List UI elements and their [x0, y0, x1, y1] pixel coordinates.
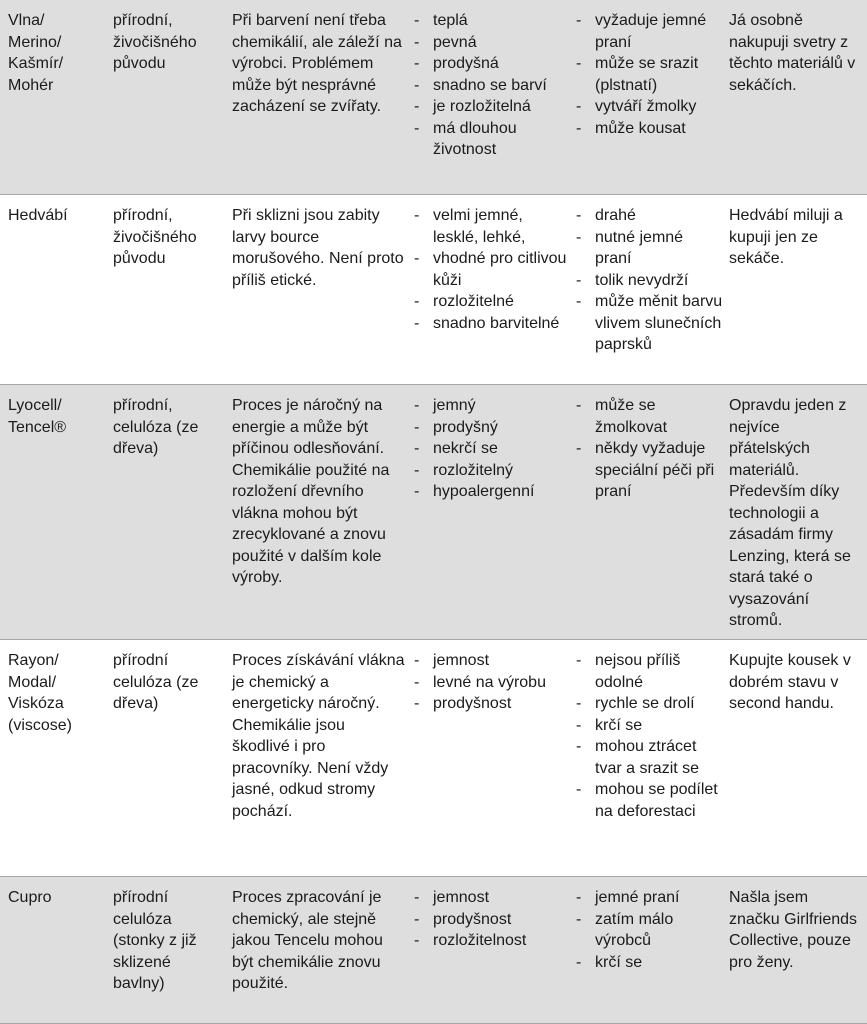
list-item: - nutné jemné praní	[573, 227, 723, 270]
pros-list	[411, 887, 571, 952]
process-description: Při sklizni jsou zabity larvy bource morušového. Není proto příliš etické.	[232, 207, 404, 289]
list-item: - mohou ztrácet tvar a srazit se	[573, 736, 723, 779]
list-item: - má dlouhou životnost	[411, 118, 571, 161]
list-item: - prodyšnost	[411, 693, 571, 715]
list-item: - prodyšný	[411, 417, 571, 439]
list-item: - drahé	[573, 205, 723, 227]
process-description: Proces zpracování je chemický, ale stejně jakou Tencelu mohou být chemikálie znovu použité.	[232, 889, 383, 992]
list-item: - jemnost	[411, 887, 571, 909]
cons-list	[573, 10, 723, 139]
material-name: Vlna/ Merino/ Kašmír/ Mohér	[8, 12, 64, 94]
list-item: - vhodné pro citlivou kůži	[411, 248, 571, 291]
list-item: - snadno se barví	[411, 75, 571, 97]
personal-note: Opravdu jeden z nejvíce přátelských materiálů. Především díky technologii a zásadám firmy Lenzing, která se stará také o vysazování stromů.	[729, 397, 851, 629]
material-origin: přírodní celulóza (stonky z již sklizené bavlny)	[113, 889, 197, 992]
material-name: Lyocell/ Tencel®	[8, 397, 67, 436]
list-item: - tolik nevydrží	[573, 270, 723, 292]
list-item: - rychle se drolí	[573, 693, 723, 715]
list-item: - levné na výrobu	[411, 672, 571, 694]
material-origin: přírodní, živočišného původu	[113, 207, 197, 267]
material-name: Cupro	[8, 889, 52, 906]
personal-note: Kupujte kousek v dobrém stavu v second handu.	[729, 652, 851, 712]
list-item: - snadno barvitelné	[411, 313, 571, 335]
list-item: - krčí se	[573, 952, 723, 974]
list-item: - hypoalergenní	[411, 481, 571, 503]
list-item: - velmi jemné, lesklé, lehké,	[411, 205, 571, 248]
list-item: - může kousat	[573, 118, 723, 140]
material-name: Hedvábí	[8, 207, 68, 224]
pros-list	[411, 650, 571, 715]
process-description: Proces je náročný na energie a může být příčinou odlesňování. Chemikálie použité na rozložení dřevního vlákna mohou být zrecyklované a znovu použité v dalším kole výroby.	[232, 397, 390, 586]
table-row	[0, 877, 867, 1024]
process-description: Proces získávání vlákna je chemický a energeticky náročný. Chemikálie jsou škodlivé i pro pracovníky. Není vždy jasné, odkud stromy pochází.	[232, 652, 405, 820]
cons-list	[573, 395, 723, 503]
list-item: - jemný	[411, 395, 571, 417]
process-description: Při barvení není třeba chemikálií, ale záleží na výrobci. Problémem může být nesprávné zacházení se zvířaty.	[232, 12, 402, 115]
material-origin: přírodní celulóza (ze dřeva)	[113, 652, 199, 712]
cons-list	[573, 205, 723, 356]
list-item: - teplá	[411, 10, 571, 32]
table-row	[0, 640, 867, 877]
list-item: - pevná	[411, 32, 571, 54]
list-item: - vytváří žmolky	[573, 96, 723, 118]
list-item: - mohou se podílet na deforestaci	[573, 779, 723, 822]
material-name: Rayon/ Modal/ Viskóza (viscose)	[8, 652, 73, 734]
personal-note: Já osobně nakupuji svetry z těchto materiálů v sekáčích.	[729, 12, 856, 94]
list-item: - zatím málo výrobců	[573, 909, 723, 952]
list-item: - někdy vyžaduje speciální péči při praní	[573, 438, 723, 503]
pros-list	[411, 10, 571, 161]
list-item: - prodyšná	[411, 53, 571, 75]
material-origin: přírodní, živočišného původu	[113, 12, 197, 72]
list-item: - jemné praní	[573, 887, 723, 909]
material-origin: přírodní, celulóza (ze dřeva)	[113, 397, 199, 457]
list-item: - rozložitelné	[411, 291, 571, 313]
list-item: - rozložitelný	[411, 460, 571, 482]
list-item: - je rozložitelná	[411, 96, 571, 118]
cons-list	[573, 887, 723, 973]
list-item: - může měnit barvu vlivem slunečních paprsků	[573, 291, 723, 356]
list-item: - jemnost	[411, 650, 571, 672]
list-item: - prodyšnost	[411, 909, 571, 931]
personal-note: Našla jsem značku Girlfriends Collective, pouze pro ženy.	[729, 889, 858, 971]
cons-list	[573, 650, 723, 822]
list-item: - nekrčí se	[411, 438, 571, 460]
list-item: - vyžaduje jemné praní	[573, 10, 723, 53]
table-row	[0, 0, 867, 195]
pros-list	[411, 205, 571, 334]
list-item: - může se srazit (plstnatí)	[573, 53, 723, 96]
personal-note: Hedvábí miluji a kupuji jen ze sekáče.	[729, 207, 843, 267]
pros-list	[411, 395, 571, 503]
list-item: - rozložitelnost	[411, 930, 571, 952]
list-item: - krčí se	[573, 715, 723, 737]
list-item: - nejsou příliš odolné	[573, 650, 723, 693]
table-row	[0, 385, 867, 640]
list-item: - může se žmolkovat	[573, 395, 723, 438]
table-row	[0, 195, 867, 385]
